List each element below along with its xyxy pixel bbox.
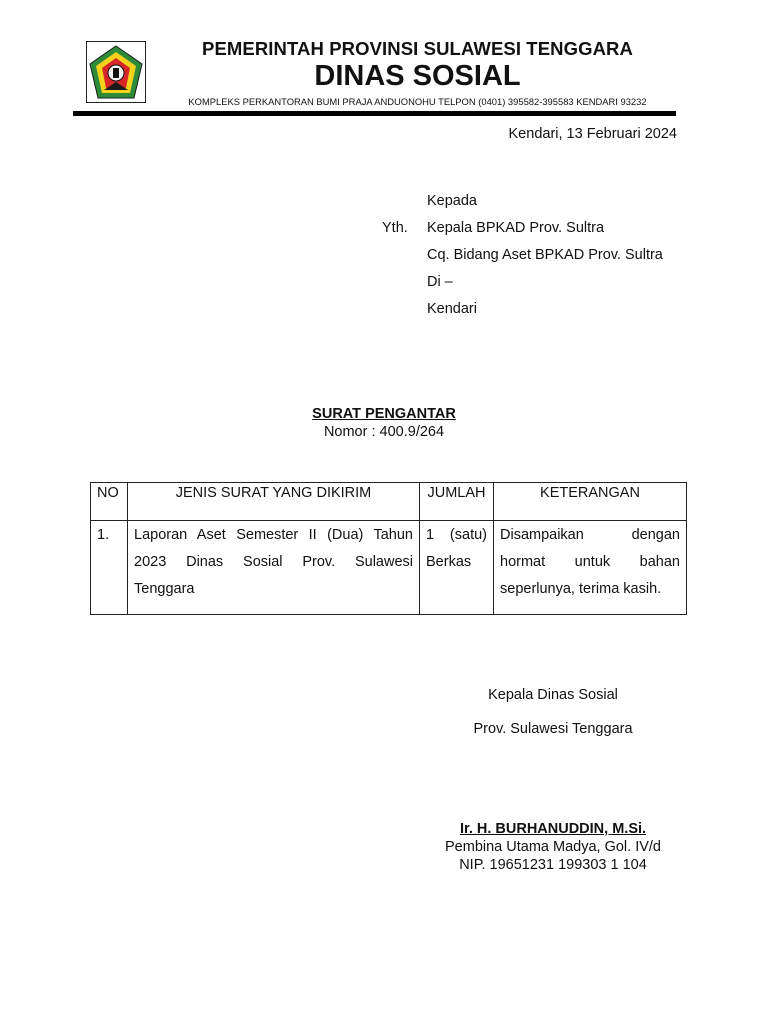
addressee-line: Kepada (427, 193, 477, 209)
letter-date: Kendari, 13 Februari 2024 (508, 126, 677, 142)
signatory-name: Ir. H. BURHANUDDIN, M.Si. (459, 821, 647, 837)
subject-title: SURAT PENGANTAR (312, 406, 456, 422)
cell-keterangan: Disampaikan dengan hormat untuk bahan seperlunya, terima kasih. (494, 521, 687, 615)
cell-jenis: Laporan Aset Semester II (Dua) Tahun 2023 Dinas Sosial Prov. Sulawesi Tenggara (128, 521, 420, 615)
letter-number: Nomor : 400.9/264 (323, 424, 445, 440)
documents-table (90, 482, 687, 615)
header-keterangan: KETERANGAN (494, 483, 687, 521)
province-emblem-icon (87, 42, 145, 102)
addressee-line: Kepala BPKAD Prov. Sultra (427, 220, 605, 236)
addressee-line: Cq. Bidang Aset BPKAD Prov. Sultra (427, 247, 663, 263)
letter-subject (200, 406, 568, 422)
signatory-nip: NIP. 19651231 199303 1 104 (459, 857, 647, 873)
signatory-position: Kepala Dinas Sosial (488, 687, 618, 703)
header-jenis: JENIS SURAT YANG DIKIRIM (128, 483, 420, 521)
signatory-region: Prov. Sulawesi Tenggara (473, 721, 633, 737)
cell-jumlah: 1 (satu) Berkas (420, 521, 494, 615)
header-jumlah: JUMLAH (420, 483, 494, 521)
government-title: PEMERINTAH PROVINSI SULAWESI TENGGARA (202, 38, 633, 59)
agency-logo (86, 41, 146, 103)
salutation: Yth. (382, 220, 408, 236)
cell-no: 1. (91, 521, 128, 615)
letterhead-divider (73, 111, 676, 116)
addressee-line: Kendari (427, 301, 477, 317)
signatory-name-block (420, 821, 686, 837)
addressee-line: Di – (427, 274, 453, 290)
table-header-row (91, 483, 687, 521)
agency-address: KOMPLEKS PERKANTORAN BUMI PRAJA ANDUONOHU TELPON (0401) 395582-395583 KENDARI 93232 (188, 96, 647, 107)
agency-title: DINAS SOSIAL (314, 60, 521, 92)
signatory-rank: Pembina Utama Madya, Gol. IV/d (445, 839, 661, 855)
header-no: NO (91, 483, 128, 521)
table-row (91, 521, 687, 615)
